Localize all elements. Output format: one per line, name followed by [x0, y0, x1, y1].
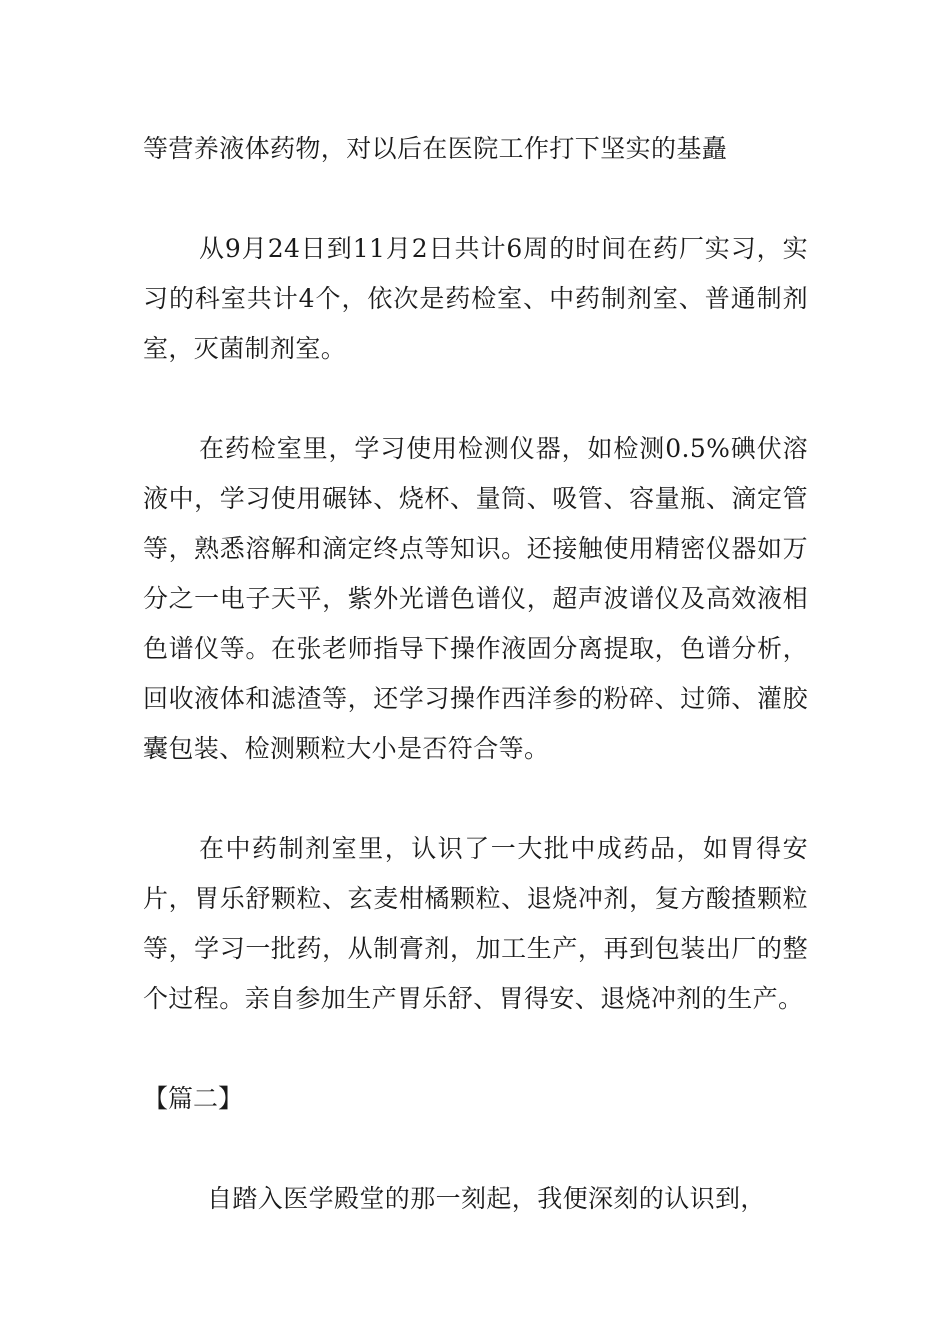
paragraph-section-two-start: 自踏入医学殿堂的那一刻起，我便深刻的认识到， — [207, 1184, 766, 1213]
paragraph-drug-testing-room: 在药检室里，学习使用检测仪器，如检测0.5%碘伏溶液中，学习使用碾钵、烧杯、量筒、吸管、容量瓶、滴定管等，熟悉溶解和滴定终点等知识。还接触使用精密仪器如万分之一电子天平，紫外光谱色谱仪，超声波谱仪及高效液相色谱仪等。在张老师指导下操作液固分离提取，色谱分析，回收液体和滤渣等，还学习操作西洋参的粉碎、过筛、灌胶囊包装、检测颗粒大小是否符合等。 — [143, 434, 808, 763]
section-heading: 【篇二】 — [143, 1084, 244, 1113]
paragraph-internship-period: 从9月24日到11月2日共计6周的时间在药厂实习，实习的科室共计4个，依次是药检室、中药制剂室、普通制剂室，灭菌制剂室。 — [143, 234, 808, 363]
paragraph-tcm-preparation-room: 在中药制剂室里，认识了一大批中成药品，如胃得安片，胃乐舒颗粒、玄麦柑橘颗粒、退烧冲剂，复方酸揸颗粒等，学习一批药，从制膏剂，加工生产，再到包装出厂的整个过程。亲自参加生产胃乐舒、胃得安、退烧冲剂的生产。 — [143, 834, 808, 1013]
paragraph-continuation: 等营养液体药物，对以后在医院工作打下坚实的基矗 — [143, 134, 728, 163]
